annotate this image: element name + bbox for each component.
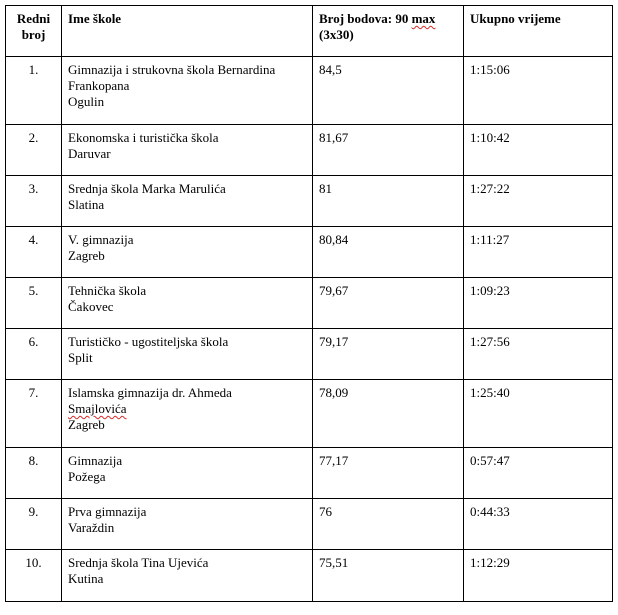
- rank-cell: 9.: [6, 499, 62, 550]
- school-city: Zagreb: [68, 417, 105, 432]
- school-name-line1: Srednja škola Marka Marulića: [68, 181, 226, 196]
- header-rank-line1: Redni: [16, 11, 51, 26]
- rank-cell: 4.: [6, 227, 62, 278]
- school-city: Split: [68, 350, 93, 365]
- school-city: Slatina: [68, 197, 105, 212]
- header-points-line1: [319, 11, 457, 27]
- school-city: Varaždin: [68, 520, 115, 535]
- rank-cell: 5.: [6, 278, 62, 329]
- table-row: [6, 57, 613, 125]
- school-name-flagged-word: Smajlovića: [68, 401, 127, 416]
- points-cell: 81,67: [313, 125, 464, 176]
- table-row: [6, 550, 613, 602]
- rank-cell: 2.: [6, 125, 62, 176]
- school-cell: [62, 176, 313, 227]
- school-name-line2: Frankopana: [68, 78, 130, 93]
- school-cell: [62, 227, 313, 278]
- points-cell: 76: [313, 499, 464, 550]
- header-points-line2: (3x30): [319, 27, 354, 42]
- points-cell: 75,51: [313, 550, 464, 602]
- school-name-line1: Gimnazija: [68, 453, 123, 468]
- table-row: [6, 227, 613, 278]
- header-rank-line2: broj: [21, 27, 46, 42]
- school-name-line2: [68, 401, 306, 417]
- header-school-name: Ime škole: [62, 6, 313, 57]
- time-cell: 1:09:23: [464, 278, 613, 329]
- table-row: [6, 125, 613, 176]
- results-table: [5, 5, 613, 602]
- rank-cell: 6.: [6, 329, 62, 380]
- school-name-line1: Ekonomska i turistička škola: [68, 130, 219, 145]
- rank-cell: 3.: [6, 176, 62, 227]
- time-cell: 1:11:27: [464, 227, 613, 278]
- header-rank: [6, 6, 62, 57]
- school-cell: [62, 499, 313, 550]
- header-row: [6, 6, 613, 57]
- rank-cell: 7.: [6, 380, 62, 448]
- school-name-line1: V. gimnazija: [68, 232, 134, 247]
- school-city: Požega: [68, 469, 106, 484]
- school-city: Ogulin: [68, 94, 105, 109]
- points-cell: 81: [313, 176, 464, 227]
- header-points-prefix: Broj bodova: 90: [319, 11, 412, 26]
- school-name-line1: Srednja škola Tina Ujevića: [68, 555, 209, 570]
- school-cell: [62, 380, 313, 448]
- table-row: [6, 278, 613, 329]
- time-cell: 1:27:22: [464, 176, 613, 227]
- points-cell: 84,5: [313, 57, 464, 125]
- school-cell: [62, 278, 313, 329]
- school-name-line1: Prva gimnazija: [68, 504, 147, 519]
- school-name-line1: Gimnazija i strukovna škola Bernardina: [68, 62, 276, 77]
- points-cell: 79,67: [313, 278, 464, 329]
- header-points-max: max: [411, 11, 436, 26]
- time-cell: 1:25:40: [464, 380, 613, 448]
- table-row: [6, 329, 613, 380]
- time-cell: 1:12:29: [464, 550, 613, 602]
- points-cell: 80,84: [313, 227, 464, 278]
- header-total-time: Ukupno vrijeme: [464, 6, 613, 57]
- school-cell: [62, 329, 313, 380]
- points-cell: 78,09: [313, 380, 464, 448]
- time-cell: 1:15:06: [464, 57, 613, 125]
- points-cell: 79,17: [313, 329, 464, 380]
- rank-cell: 8.: [6, 448, 62, 499]
- table-row: [6, 499, 613, 550]
- school-cell: [62, 550, 313, 602]
- school-city: Daruvar: [68, 146, 111, 161]
- time-cell: 1:10:42: [464, 125, 613, 176]
- time-cell: 1:27:56: [464, 329, 613, 380]
- school-name-line1: Islamska gimnazija dr. Ahmeda: [68, 385, 232, 400]
- time-cell: 0:44:33: [464, 499, 613, 550]
- school-city: Kutina: [68, 571, 104, 586]
- time-cell: 0:57:47: [464, 448, 613, 499]
- rank-cell: 10.: [6, 550, 62, 602]
- rank-cell: 1.: [6, 57, 62, 125]
- school-cell: [62, 57, 313, 125]
- header-points: [313, 6, 464, 57]
- school-name-line1: Tehnička škola: [68, 283, 147, 298]
- school-city: Čakovec: [68, 299, 114, 314]
- school-cell: [62, 448, 313, 499]
- points-cell: 77,17: [313, 448, 464, 499]
- table-row: [6, 176, 613, 227]
- table-row: [6, 380, 613, 448]
- school-cell: [62, 125, 313, 176]
- school-name-line1: Turističko - ugostiteljska škola: [68, 334, 229, 349]
- school-city: Zagreb: [68, 248, 105, 263]
- table-row: [6, 448, 613, 499]
